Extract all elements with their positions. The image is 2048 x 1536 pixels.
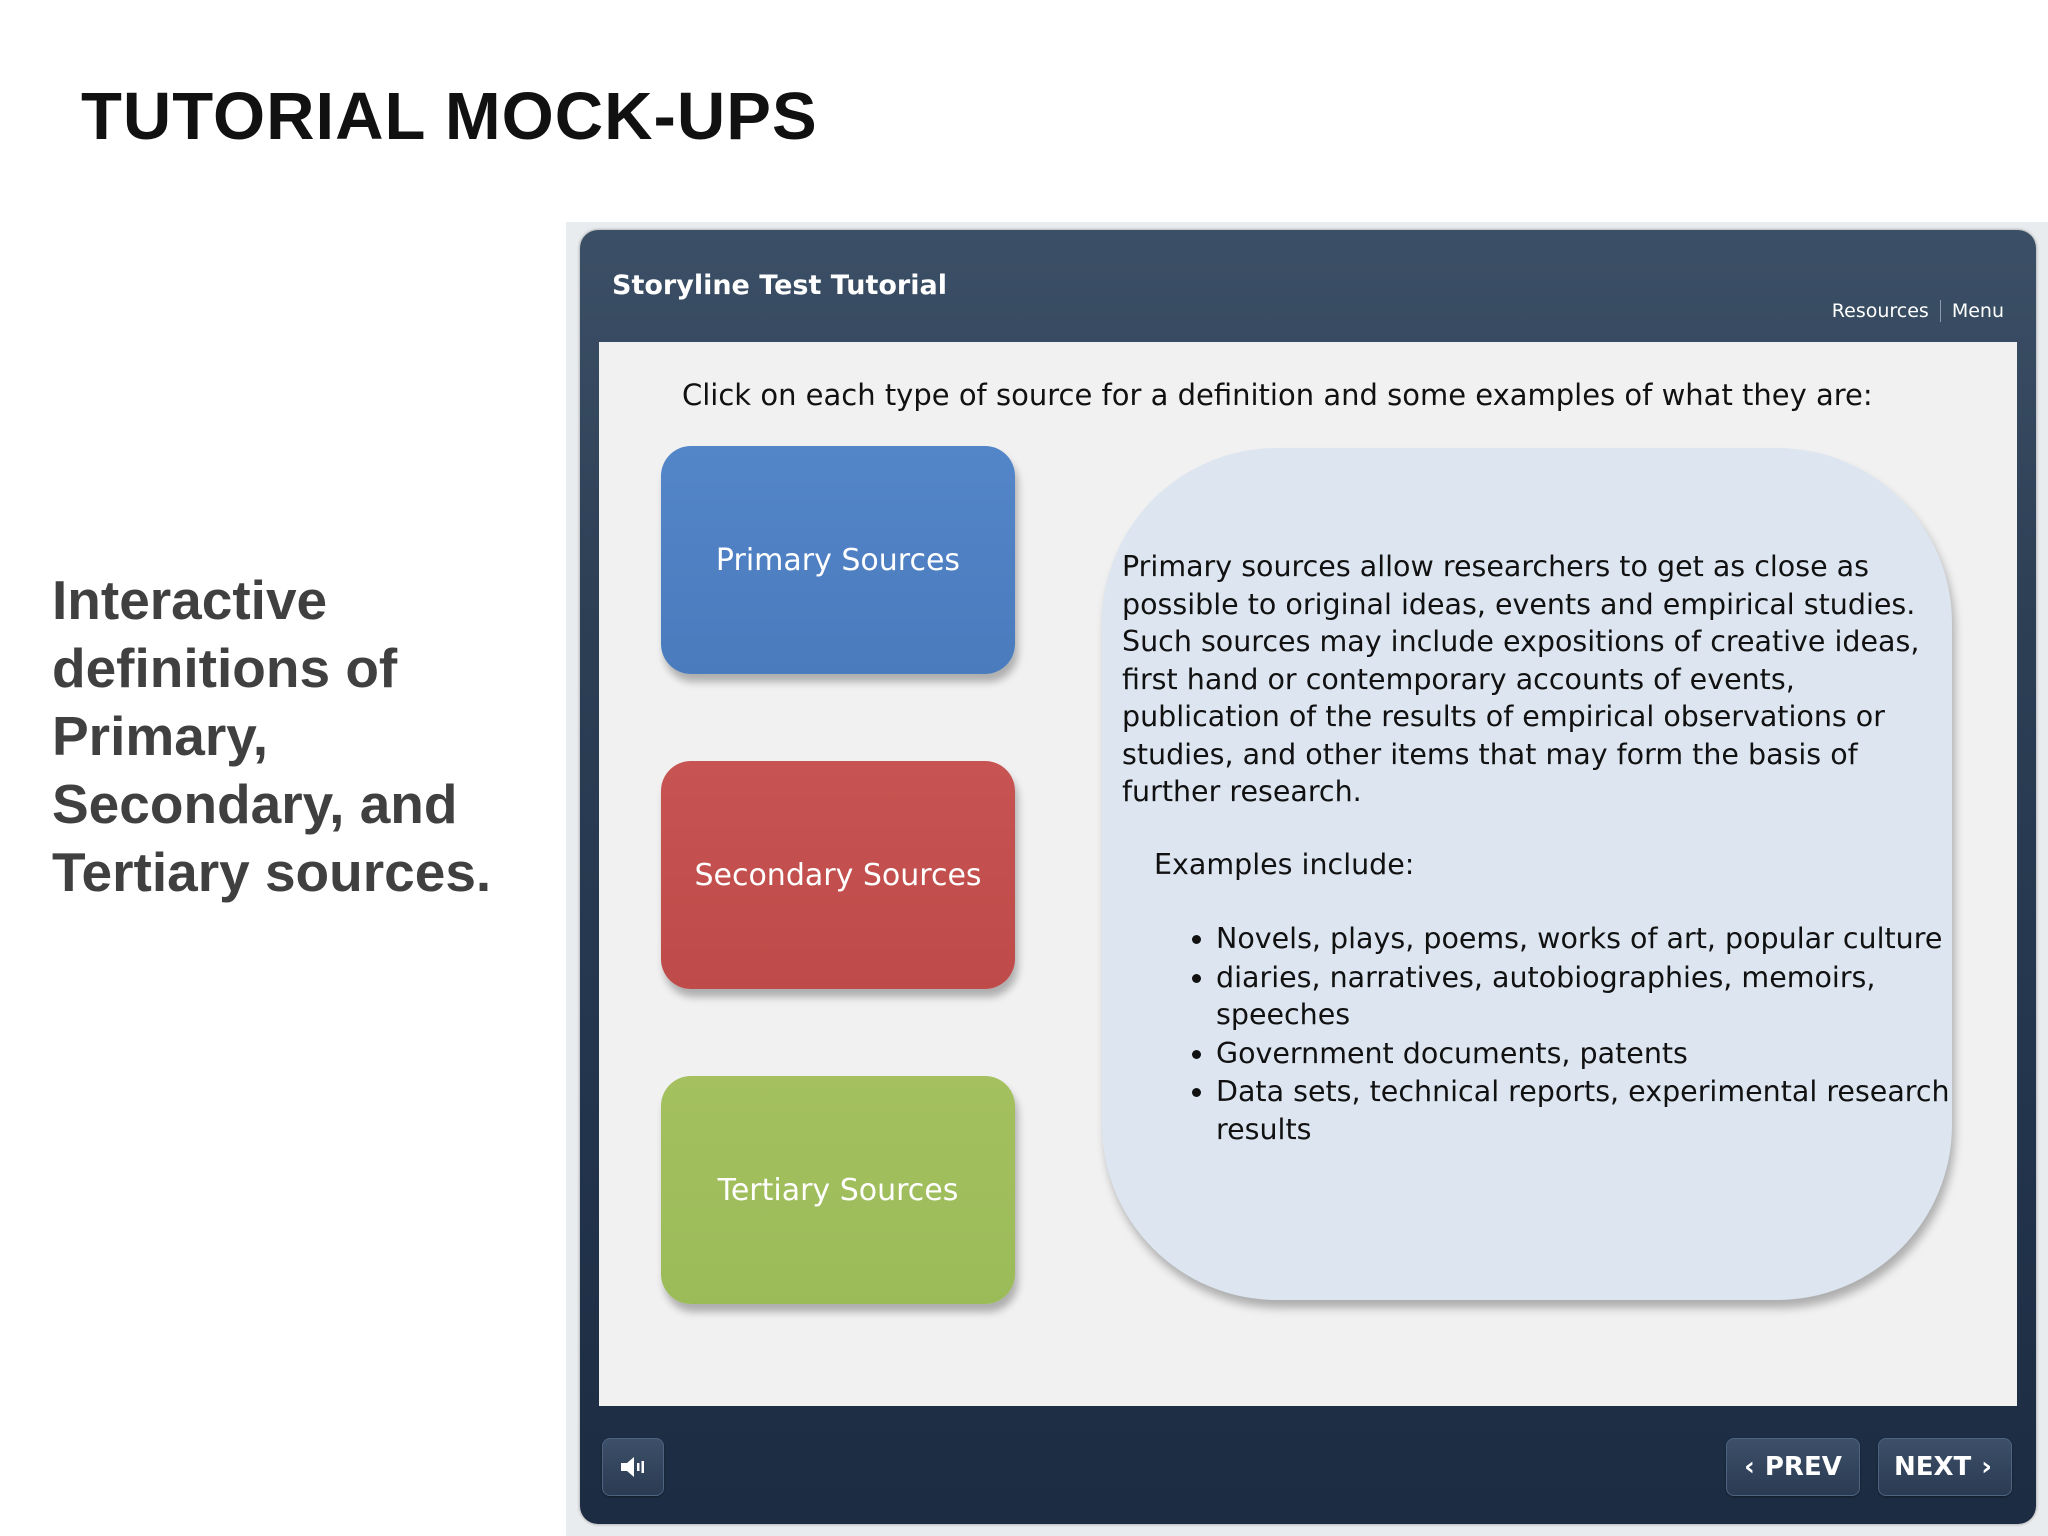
chevron-left-icon: ‹ bbox=[1744, 1452, 1755, 1482]
list-item: • Novels, plays, poems, works of art, popular culture bbox=[1216, 920, 1956, 958]
next-button[interactable] bbox=[1878, 1438, 2012, 1496]
definition-text: Primary sources allow researchers to get as close as possible to original ideas, events and empirical studies. Such sources may include expositions of creative ideas, first hand or contemporary accounts of events, publication of the results of empirical observations or studies, and other items that may form the basis of further research. bbox=[1122, 550, 1920, 808]
audio-button[interactable] bbox=[602, 1438, 664, 1496]
examples-heading: Examples include: bbox=[1154, 848, 1415, 881]
slide-title: TUTORIAL MOCK-UPS bbox=[81, 79, 818, 154]
tutorial-player bbox=[580, 230, 2036, 1524]
link-divider bbox=[1940, 300, 1941, 322]
slide-stage bbox=[599, 342, 2017, 1406]
definition-panel bbox=[1102, 448, 1952, 1300]
primary-sources-button[interactable]: Primary Sources bbox=[661, 446, 1015, 674]
chevron-right-icon: › bbox=[1981, 1452, 1993, 1482]
examples-list bbox=[1162, 920, 1956, 1149]
slide-side-text: Interactive definitions of Primary, Secondary, and Tertiary sources. bbox=[52, 569, 492, 903]
secondary-sources-button[interactable]: Secondary Sources bbox=[661, 761, 1015, 989]
list-item: • Government documents, patents bbox=[1216, 1035, 1956, 1073]
player-title: Storyline Test Tutorial bbox=[612, 270, 947, 301]
next-label: NEXT bbox=[1893, 1452, 1972, 1482]
tertiary-sources-button[interactable]: Tertiary Sources bbox=[661, 1076, 1015, 1304]
top-links bbox=[1832, 300, 2004, 322]
list-item: • diaries, narratives, autobiographies, memoirs, speeches bbox=[1216, 959, 1956, 1034]
prev-button[interactable] bbox=[1726, 1438, 1860, 1496]
resources-link[interactable]: Resources bbox=[1831, 300, 1929, 322]
instruction-text: Click on each type of source for a definition and some examples of what they are: bbox=[682, 378, 1873, 412]
speaker-icon bbox=[618, 1453, 648, 1481]
prev-label: PREV bbox=[1764, 1452, 1842, 1482]
list-item: • Data sets, technical reports, experimental research results bbox=[1216, 1073, 1956, 1148]
menu-link[interactable]: Menu bbox=[1951, 300, 2004, 322]
